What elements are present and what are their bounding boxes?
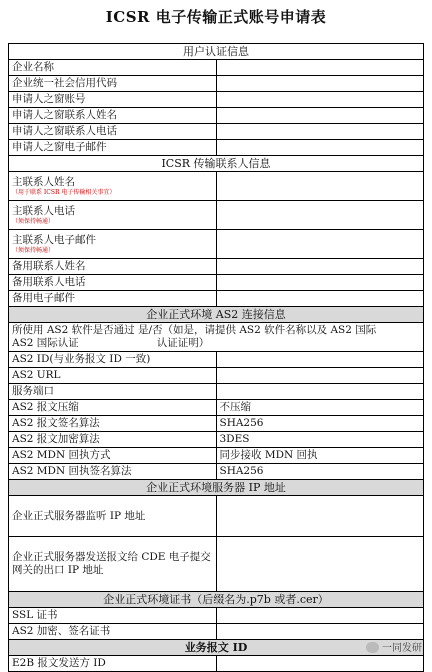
form-row [9, 92, 424, 108]
field-label: 企业正式服务器监听 IP 地址 [9, 496, 217, 537]
form-row [9, 140, 424, 156]
field-label: AS2 URL [9, 368, 217, 384]
as2-sign-value: SHA256 [216, 416, 424, 432]
field-label: 企业名称 [9, 60, 217, 76]
section-header-message-id [9, 640, 424, 656]
field-label: 申请人之窗联系人姓名 [9, 108, 217, 124]
form-row [9, 656, 424, 672]
ssl-cert-field[interactable] [216, 608, 424, 624]
company-name-field[interactable] [216, 60, 424, 76]
watermark-text: 一同发研 [382, 643, 422, 654]
field-label [9, 230, 217, 259]
form-row [9, 448, 424, 464]
form-row [9, 384, 424, 400]
form-row [9, 352, 424, 368]
section-header-server-ip [9, 480, 424, 496]
form-row [9, 124, 424, 140]
credit-code-field[interactable] [216, 76, 424, 92]
section-title: 企业正式环境 AS2 连接信息 [9, 307, 424, 323]
field-label: AS2 ID(与业务报文 ID 一致) [9, 352, 217, 368]
field-label: AS2 报文签名算法 [9, 416, 217, 432]
form-row [9, 416, 424, 432]
mdn-mode-value: 同步接收 MDN 回执 [216, 448, 424, 464]
field-label: 备用电子邮件 [9, 291, 217, 307]
as2-encrypt-value: 3DES [216, 432, 424, 448]
field-label: 备用联系人姓名 [9, 259, 217, 275]
form-row [9, 76, 424, 92]
main-email-field[interactable] [216, 230, 424, 259]
form-row [9, 496, 424, 537]
form-row [9, 464, 424, 480]
gateway-phone-field[interactable] [216, 124, 424, 140]
form-row [9, 624, 424, 640]
wechat-icon [366, 642, 379, 653]
field-label [9, 201, 217, 230]
form-row [9, 108, 424, 124]
field-label: 备用联系人电话 [9, 275, 217, 291]
form-row [9, 230, 424, 259]
main-contact-note: （用于联系 ICSR 电子传输相关事宜） [12, 188, 116, 196]
as2-certification-line2a: AS2 国际认证 [12, 337, 79, 349]
backup-phone-field[interactable] [216, 275, 424, 291]
field-label: 企业统一社会信用代码 [9, 76, 217, 92]
main-contact-field[interactable] [216, 172, 424, 201]
form-row [9, 259, 424, 275]
form-row [9, 275, 424, 291]
field-label: E2B 报文发送方 ID [9, 656, 217, 672]
field-label: 申请人之窗账号 [9, 92, 217, 108]
form-row [9, 608, 424, 624]
form-row [9, 60, 424, 76]
listen-ip-field[interactable] [216, 496, 424, 537]
as2-certification-field[interactable] [9, 323, 424, 352]
form-row [9, 368, 424, 384]
section-title: 企业正式环境服务器 IP 地址 [9, 480, 424, 496]
gateway-email-field[interactable] [216, 140, 424, 156]
form-row [9, 291, 424, 307]
as2-certification-line1: 所使用 AS2 软件是否通过 是/否（如是，请提供 AS2 软件名称以及 AS2 国际 [12, 324, 377, 336]
form-row [9, 537, 424, 592]
section-title: 用户认证信息 [9, 44, 424, 60]
field-label: SSL 证书 [9, 608, 217, 624]
section-header-as2 [9, 307, 424, 323]
form-row [9, 400, 424, 416]
as2-certification-line2b: 认证证明） [156, 337, 210, 349]
section-header-contact [9, 156, 424, 172]
field-label: AS2 MDN 回执方式 [9, 448, 217, 464]
form-row [9, 432, 424, 448]
form-row [9, 201, 424, 230]
as2-id-field[interactable] [216, 352, 424, 368]
field-label: AS2 MDN 回执签名算法 [9, 464, 217, 480]
main-email-label: 主联系人电子邮件 [12, 233, 96, 246]
service-port-field[interactable] [216, 384, 424, 400]
as2-url-field[interactable] [216, 368, 424, 384]
field-label: 申请人之窗电子邮件 [9, 140, 217, 156]
as2-cert-field[interactable] [216, 624, 424, 640]
field-label: 服务端口 [9, 384, 217, 400]
backup-name-field[interactable] [216, 259, 424, 275]
form-row [9, 172, 424, 201]
main-phone-label: 主联系人电话 [12, 204, 75, 217]
export-ip-field[interactable] [216, 537, 424, 592]
backup-email-field[interactable] [216, 291, 424, 307]
field-label [9, 172, 217, 201]
section-header-user-auth [9, 44, 424, 60]
section-header-certificates [9, 592, 424, 608]
form-title: ICSR 电子传输正式账号申请表 [105, 8, 327, 26]
main-phone-field[interactable] [216, 201, 424, 230]
mdn-sign-value: SHA256 [216, 464, 424, 480]
field-label: AS2 加密、签名证书 [9, 624, 217, 640]
main-phone-note: （须保持畅通） [12, 217, 55, 225]
e2b-sender-field[interactable] [216, 656, 424, 672]
section-title: 企业正式环境证书（后缀名为.p7b 或者.cer） [9, 592, 424, 608]
field-label: 企业正式服务器发送报文给 CDE 电子提交网关的出口 IP 地址 [9, 537, 217, 592]
as2-compress-value: 不压缩 [216, 400, 424, 416]
field-label: 申请人之窗联系人电话 [9, 124, 217, 140]
gateway-account-field[interactable] [216, 92, 424, 108]
watermark [366, 639, 422, 654]
gateway-contact-field[interactable] [216, 108, 424, 124]
section-title: 业务报文 ID [9, 640, 424, 656]
field-label: AS2 报文压缩 [9, 400, 217, 416]
main-email-note: （须保持畅通） [12, 246, 55, 254]
application-form-table [8, 43, 424, 672]
main-contact-label: 主联系人姓名 [12, 175, 75, 188]
field-label: AS2 报文加密算法 [9, 432, 217, 448]
section-title: ICSR 传输联系人信息 [9, 156, 424, 172]
form-row [9, 323, 424, 352]
